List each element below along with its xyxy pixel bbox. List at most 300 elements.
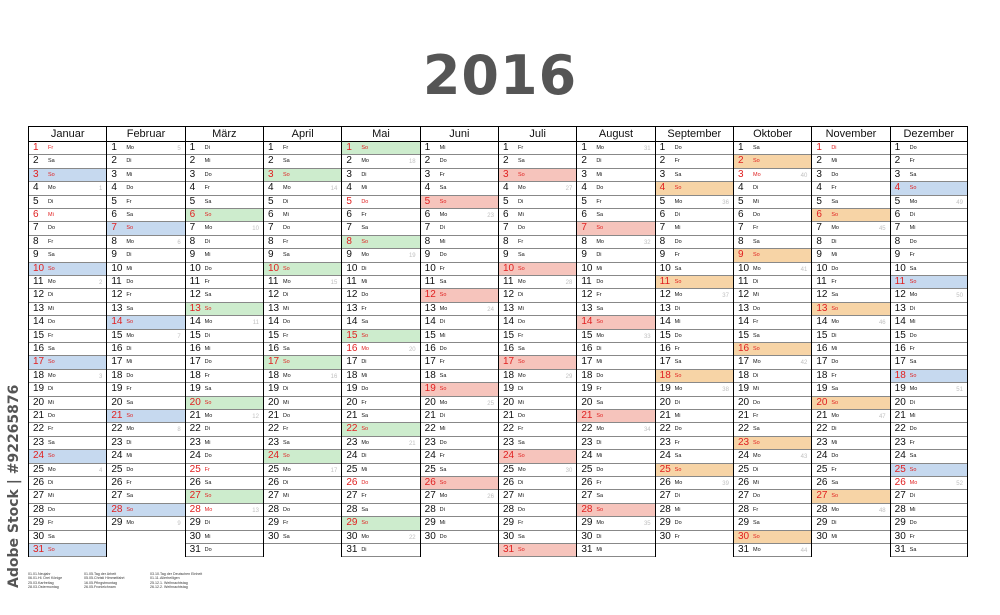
day-number: 2 xyxy=(659,155,666,167)
day-cell xyxy=(29,410,106,423)
day-number: 29 xyxy=(33,517,45,529)
day-cell xyxy=(264,423,341,436)
day-cell xyxy=(656,209,733,222)
weekday-abbr: Di xyxy=(831,238,837,245)
day-cell xyxy=(734,544,811,557)
day-number: 1 xyxy=(111,142,117,153)
day-cell xyxy=(107,303,184,316)
day-cell xyxy=(891,343,967,356)
day-number: 27 xyxy=(346,490,358,502)
day-number: 18 xyxy=(346,369,358,381)
day-number: 28 xyxy=(816,503,828,515)
weekday-abbr: So xyxy=(361,238,369,245)
day-cell xyxy=(342,370,419,383)
day-number: 27 xyxy=(424,490,436,502)
weekday-abbr: So xyxy=(518,453,525,460)
day-cell xyxy=(421,209,498,222)
week-number: 13 xyxy=(252,507,259,514)
weekday-abbr: Sa xyxy=(831,198,839,205)
week-number: 14 xyxy=(330,186,338,193)
day-cell xyxy=(186,196,263,209)
day-number: 31 xyxy=(894,544,906,555)
weekday-abbr: So xyxy=(753,158,760,165)
weekday-abbr: Fr xyxy=(674,439,680,446)
day-cell xyxy=(734,370,811,383)
weekday-abbr: Di xyxy=(674,493,680,500)
day-cell xyxy=(656,531,733,544)
day-cell xyxy=(499,531,576,544)
month-column-0 xyxy=(28,126,106,557)
day-number: 25 xyxy=(111,463,123,475)
weekday-abbr: Di xyxy=(283,386,289,393)
day-cell xyxy=(107,356,184,369)
weekday-abbr: Di xyxy=(361,359,367,366)
weekday-abbr: Mo xyxy=(596,332,604,339)
day-number: 30 xyxy=(816,530,828,542)
month-name: August xyxy=(577,126,654,142)
week-number: 5 xyxy=(177,146,181,152)
weekday-abbr: Do xyxy=(753,212,761,218)
weekday-abbr: Mi xyxy=(48,212,54,218)
month-column-6 xyxy=(498,126,576,557)
day-cell xyxy=(499,477,576,490)
day-cell xyxy=(577,544,654,557)
holiday-list xyxy=(28,572,203,598)
day-number: 31 xyxy=(503,544,515,555)
day-cell xyxy=(29,450,106,463)
weekday-abbr: Fr xyxy=(126,480,132,486)
day-cell xyxy=(342,249,419,262)
weekday-abbr: Sa xyxy=(48,158,55,165)
day-cell xyxy=(421,155,498,168)
day-number: 18 xyxy=(268,369,280,381)
weekday-abbr: Mi xyxy=(909,225,916,232)
day-number: 13 xyxy=(33,302,45,314)
day-number: 10 xyxy=(346,262,358,274)
week-number: 23 xyxy=(487,213,494,219)
day-number: 11 xyxy=(816,276,827,287)
day-cell xyxy=(891,209,967,222)
day-cell xyxy=(107,155,184,168)
day-number: 16 xyxy=(268,343,280,354)
day-number: 21 xyxy=(424,410,436,421)
day-cell xyxy=(734,209,811,222)
weekday-abbr: Fr xyxy=(753,319,759,326)
day-cell xyxy=(29,531,106,544)
weekday-abbr: Mi xyxy=(518,399,524,406)
day-number: 9 xyxy=(268,249,274,261)
day-cell xyxy=(421,182,498,195)
day-number: 20 xyxy=(424,396,436,408)
day-cell xyxy=(656,249,733,262)
holiday-entry: 03.10.Tag der Deutschen Einheit xyxy=(150,572,203,576)
weekday-abbr: Mi xyxy=(909,319,916,326)
day-number: 13 xyxy=(816,302,828,314)
day-number: 21 xyxy=(111,410,123,421)
day-cell xyxy=(186,249,263,262)
day-number: 4 xyxy=(424,182,431,194)
weekday-abbr: Fr xyxy=(126,386,132,393)
day-cell xyxy=(186,276,263,289)
weekday-abbr: Sa xyxy=(283,346,290,352)
day-number: 21 xyxy=(503,410,515,421)
day-cell xyxy=(812,209,889,222)
week-number: 47 xyxy=(878,414,886,420)
weekday-abbr: Sa xyxy=(909,547,917,553)
week-number: 32 xyxy=(643,239,651,246)
day-cell xyxy=(186,303,263,316)
day-cell xyxy=(734,276,811,289)
weekday-abbr: Do xyxy=(48,225,56,232)
weekday-abbr: Sa xyxy=(518,439,525,446)
weekday-abbr: Fr xyxy=(596,386,602,393)
day-number: 1 xyxy=(894,142,901,153)
weekday-abbr: So xyxy=(48,547,55,553)
week-number: 33 xyxy=(643,333,651,340)
day-cell xyxy=(264,383,341,396)
weekday-abbr: Di xyxy=(126,158,132,165)
day-number: 22 xyxy=(424,423,436,435)
day-number: 7 xyxy=(189,222,196,234)
day-number: 28 xyxy=(111,503,123,515)
day-number: 20 xyxy=(894,396,906,408)
weekday-abbr: Do xyxy=(439,252,447,259)
weekday-abbr: So xyxy=(283,171,290,178)
day-number: 31 xyxy=(581,544,593,555)
month-column-9 xyxy=(733,126,811,557)
weekday-abbr: Fr xyxy=(48,238,54,245)
day-number: 26 xyxy=(111,477,123,488)
weekday-abbr: Mi xyxy=(439,238,446,245)
day-number: 23 xyxy=(503,436,515,448)
day-cell xyxy=(734,397,811,410)
weekday-abbr: Mo xyxy=(518,279,526,285)
day-number: 6 xyxy=(581,209,587,220)
day-number: 9 xyxy=(33,249,39,261)
weekday-abbr: Sa xyxy=(518,533,525,540)
weekday-abbr: Do xyxy=(439,346,447,352)
day-number: 25 xyxy=(816,463,828,475)
day-number: 18 xyxy=(111,369,123,381)
day-number: 3 xyxy=(424,168,431,180)
day-cell xyxy=(342,155,419,168)
day-number: 1 xyxy=(659,142,666,153)
day-number: 30 xyxy=(738,530,750,542)
day-cell xyxy=(421,450,498,463)
week-number: 44 xyxy=(800,548,808,554)
day-number: 1 xyxy=(816,142,822,153)
weekday-abbr: Di xyxy=(204,520,210,527)
month-name: April xyxy=(264,126,341,142)
weekday-abbr: Mi xyxy=(48,493,54,500)
weekday-abbr: So xyxy=(204,493,212,500)
day-cell xyxy=(186,477,263,490)
day-number: 29 xyxy=(581,517,593,529)
weekday-abbr: Mi xyxy=(283,399,289,406)
weekday-abbr: Do xyxy=(283,413,291,419)
day-number: 12 xyxy=(33,289,45,301)
week-number: 16 xyxy=(330,373,338,380)
day-number: 12 xyxy=(268,289,280,301)
day-cell xyxy=(499,356,576,369)
day-number: 24 xyxy=(503,450,515,462)
weekday-abbr: Do xyxy=(518,225,526,232)
day-cell xyxy=(186,169,263,182)
day-number: 21 xyxy=(816,410,828,421)
weekday-abbr: Do xyxy=(674,145,682,151)
day-number: 16 xyxy=(581,343,593,354)
day-number: 4 xyxy=(346,182,352,194)
week-number: 39 xyxy=(722,481,729,487)
day-cell xyxy=(577,517,654,530)
day-number: 22 xyxy=(503,423,515,435)
day-cell xyxy=(421,289,498,302)
weekday-abbr: Mo xyxy=(283,279,291,285)
day-number: 22 xyxy=(894,423,906,435)
month-column-1 xyxy=(106,126,184,557)
day-number: 11 xyxy=(33,276,44,287)
weekday-abbr: Mi xyxy=(596,171,603,178)
week-number: 49 xyxy=(956,199,963,206)
day-number: 20 xyxy=(33,396,45,408)
weekday-abbr: Do xyxy=(361,198,369,205)
day-cell xyxy=(29,383,106,396)
day-cell xyxy=(499,263,576,276)
day-cell xyxy=(656,155,733,168)
weekday-abbr: Sa xyxy=(909,453,917,460)
weekday-abbr: Sa xyxy=(909,359,917,366)
weekday-abbr: Mi xyxy=(126,171,133,178)
day-number: 18 xyxy=(816,369,828,381)
day-cell xyxy=(734,477,811,490)
weekday-abbr: Mi xyxy=(518,493,524,500)
day-cell xyxy=(421,263,498,276)
day-number: 10 xyxy=(268,262,280,274)
weekday-abbr: Mo xyxy=(126,426,134,433)
day-number: 9 xyxy=(346,249,352,261)
day-number: 1 xyxy=(424,142,431,153)
day-cell xyxy=(107,397,184,410)
weekday-abbr: Di xyxy=(596,346,602,352)
weekday-abbr: Sa xyxy=(439,185,447,192)
weekday-abbr: Mo xyxy=(283,372,291,379)
day-cell xyxy=(186,504,263,517)
weekday-abbr: Di xyxy=(831,145,837,151)
weekday-abbr: Mi xyxy=(831,439,838,446)
day-number: 29 xyxy=(424,517,436,529)
weekday-abbr: Fr xyxy=(831,185,837,192)
weekday-abbr: So xyxy=(518,265,525,272)
day-number: 16 xyxy=(346,343,358,354)
day-number: 24 xyxy=(738,450,750,462)
day-number: 12 xyxy=(503,289,515,301)
weekday-abbr: Do xyxy=(753,493,761,500)
week-number: 52 xyxy=(956,481,963,487)
weekday-abbr: Mo xyxy=(48,372,56,379)
weekday-abbr: Mo xyxy=(831,506,839,513)
weekday-abbr: So xyxy=(361,520,369,527)
day-number: 19 xyxy=(424,383,436,395)
day-cell xyxy=(342,289,419,302)
day-number: 12 xyxy=(581,289,593,301)
day-number: 22 xyxy=(33,423,45,435)
day-cell xyxy=(891,370,967,383)
weekday-abbr: Mo xyxy=(909,480,918,486)
weekday-abbr: Fr xyxy=(204,279,210,285)
month-name: Februar xyxy=(107,126,184,142)
weekday-abbr: Do xyxy=(831,453,839,460)
weekday-abbr: Do xyxy=(204,171,212,178)
day-cell xyxy=(656,356,733,369)
day-number: 23 xyxy=(581,436,593,448)
day-number: 27 xyxy=(581,490,593,502)
day-cell xyxy=(812,155,889,168)
weekday-abbr: Mo xyxy=(204,506,213,513)
day-number: 29 xyxy=(189,517,201,529)
day-number: 29 xyxy=(503,517,515,529)
weekday-abbr: Do xyxy=(753,399,761,406)
weekday-abbr: Do xyxy=(283,225,291,232)
day-cell xyxy=(186,356,263,369)
day-cell xyxy=(342,423,419,436)
day-cell xyxy=(29,330,106,343)
weekday-abbr: Mi xyxy=(674,319,681,326)
day-number: 14 xyxy=(503,316,515,328)
weekday-abbr: So xyxy=(439,198,447,205)
day-number: 5 xyxy=(33,195,39,207)
day-number: 2 xyxy=(346,155,352,167)
weekday-abbr: Fr xyxy=(753,506,759,513)
day-number: 24 xyxy=(111,450,123,462)
day-number: 14 xyxy=(424,316,436,328)
day-number: 12 xyxy=(189,289,201,301)
day-number: 11 xyxy=(268,276,279,287)
weekday-abbr: Mi xyxy=(674,506,681,513)
week-number: 24 xyxy=(487,306,494,313)
day-cell xyxy=(499,316,576,329)
day-number: 7 xyxy=(659,222,666,234)
weekday-abbr: Mi xyxy=(283,212,289,218)
day-number: 3 xyxy=(33,168,39,180)
day-number: 7 xyxy=(268,222,274,234)
day-number: 25 xyxy=(894,463,906,475)
day-cell xyxy=(29,249,106,262)
day-cell xyxy=(577,209,654,222)
weekday-abbr: Fr xyxy=(753,413,759,419)
weekday-abbr: So xyxy=(753,252,760,259)
weekday-abbr: Mi xyxy=(518,212,524,218)
day-number: 21 xyxy=(346,410,358,421)
day-cell xyxy=(342,544,419,557)
weekday-abbr: Mo xyxy=(361,252,369,259)
day-cell xyxy=(29,236,106,249)
day-cell xyxy=(656,343,733,356)
weekday-abbr: Sa xyxy=(831,292,839,299)
day-cell xyxy=(577,196,654,209)
weekday-abbr: Mo xyxy=(439,305,448,312)
day-number: 11 xyxy=(581,276,592,287)
weekday-abbr: Fr xyxy=(909,158,915,165)
day-number: 2 xyxy=(581,155,587,167)
day-number: 14 xyxy=(581,316,593,328)
day-number: 8 xyxy=(738,235,744,247)
day-number: 24 xyxy=(894,450,906,462)
day-number: 30 xyxy=(268,530,280,542)
weekday-abbr: Mi xyxy=(596,453,603,460)
day-number: 27 xyxy=(189,490,201,502)
weekday-abbr: Fr xyxy=(439,171,445,178)
day-cell xyxy=(499,222,576,235)
weekday-abbr: So xyxy=(204,305,212,312)
weekday-abbr: Di xyxy=(204,238,210,245)
day-number: 29 xyxy=(816,517,828,529)
week-number: 15 xyxy=(330,280,338,286)
day-number: 4 xyxy=(268,182,274,194)
day-number: 6 xyxy=(816,209,822,220)
weekday-abbr: Sa xyxy=(204,480,212,486)
weekday-abbr: Mo xyxy=(361,346,369,352)
day-cell xyxy=(186,343,263,356)
day-cell xyxy=(812,531,889,544)
weekday-abbr: Di xyxy=(361,547,367,553)
day-number: 8 xyxy=(33,235,39,247)
day-number: 2 xyxy=(268,155,274,167)
day-cell xyxy=(891,263,967,276)
day-cell xyxy=(499,410,576,423)
day-cell xyxy=(264,236,341,249)
day-number: 27 xyxy=(503,490,515,502)
weekday-abbr: So xyxy=(831,305,839,312)
day-cell xyxy=(812,263,889,276)
day-cell xyxy=(107,222,184,235)
weekday-abbr: Di xyxy=(361,265,367,272)
day-cell xyxy=(656,316,733,329)
day-cell xyxy=(264,222,341,235)
day-number: 1 xyxy=(503,142,509,153)
day-cell xyxy=(107,517,184,530)
day-cell xyxy=(577,504,654,517)
day-number: 26 xyxy=(189,477,201,488)
day-number: 15 xyxy=(738,329,750,341)
day-cell xyxy=(891,477,967,490)
week-number: 35 xyxy=(643,521,651,528)
week-number: 41 xyxy=(800,266,808,273)
day-number: 28 xyxy=(33,503,45,515)
weekday-abbr: Sa xyxy=(204,198,212,205)
day-cell xyxy=(656,410,733,423)
day-cell xyxy=(342,356,419,369)
day-cell xyxy=(812,276,889,289)
week-number: 4 xyxy=(98,467,103,474)
weekday-abbr: Fr xyxy=(518,426,524,433)
weekday-abbr: Di xyxy=(518,198,524,205)
week-number: 50 xyxy=(956,293,963,300)
day-cell xyxy=(656,423,733,436)
weekday-abbr: Sa xyxy=(361,225,369,232)
weekday-abbr: Do xyxy=(909,145,917,151)
day-number: 4 xyxy=(503,182,509,194)
weekday-abbr: Do xyxy=(126,466,134,473)
day-cell xyxy=(734,437,811,450)
day-cell xyxy=(342,437,419,450)
weekday-abbr: Fr xyxy=(674,346,680,352)
day-number: 4 xyxy=(659,182,666,194)
weekday-abbr: Do xyxy=(909,332,917,339)
month-column-4 xyxy=(341,126,419,557)
weekday-abbr: Mi xyxy=(126,265,133,272)
holiday-column xyxy=(84,572,125,589)
day-cell xyxy=(264,504,341,517)
